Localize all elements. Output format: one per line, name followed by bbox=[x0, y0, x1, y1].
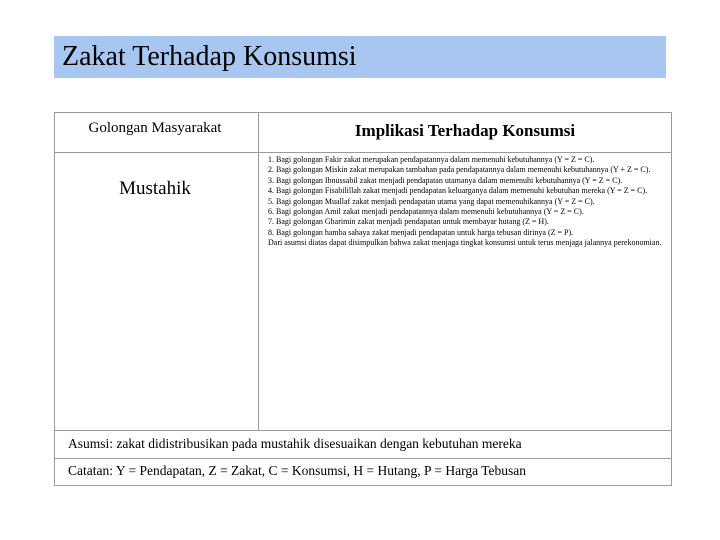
slide-title: Zakat Terhadap Konsumsi bbox=[62, 41, 357, 72]
catatan-text: Catatan: Y = Pendapatan, Z = Zakat, C = Konsumsi, H = Hutang, P = Harga Tebusan bbox=[68, 463, 527, 478]
asumsi-divider bbox=[54, 430, 672, 431]
list-item: 7. Bagi golongan Gharimin zakat menjadi pendapatan untuk membayar hutang (Z = H). bbox=[268, 217, 549, 227]
list-item: 3. Bagi golongan Ibnussabil zakat menjadi pendapatan utamanya dalam memenuhi kebutuhannya (Y = Z = C). bbox=[268, 175, 623, 185]
column-divider bbox=[258, 112, 259, 430]
list-item: 2. Bagi golongan Miskin zakat merupakan tambahan pada pendapatannya dalam memenuhi kebutuhannya (Y + Z = C). bbox=[268, 165, 651, 175]
list-item: 6. Bagi golongan Amil zakat menjadi pendapatannya dalam memenuhi kebutuhannya (Y = Z = C). bbox=[268, 207, 584, 217]
list-item: 8. Bagi golongan hamba sahaya zakat menjadi pendapatan untuk harga tebusan dirinya (Z = P). bbox=[268, 227, 574, 237]
list-item: 4. Bagi golongan Fisabilillah zakat menjadi pendapatan keluarganya dalam memenuhi kebutuhan mereka (Y = Z = C). bbox=[268, 186, 648, 196]
asumsi-text: Asumsi: zakat didistribusikan pada mustahik disesuaikan dengan kebutuhan mereka bbox=[68, 436, 522, 451]
col-header-implikasi: Implikasi Terhadap Konsumsi bbox=[354, 121, 576, 140]
col-header-golongan: Golongan Masyarakat bbox=[88, 120, 222, 136]
list-item: Dari asumsi diatas dapat disimpulkan bahwa zakat menjaga tingkat konsumsi untuk terus menjaga jalannya perekonomian. bbox=[268, 238, 662, 248]
implication-list bbox=[268, 155, 664, 249]
header-divider bbox=[54, 152, 672, 153]
list-item: 1. Bagi golongan Fakir zakat merupakan pendapatannya dalam memenuhi kebutuhannya (Y = Z = C). bbox=[268, 155, 595, 164]
title-bar bbox=[54, 36, 666, 78]
catatan-divider bbox=[54, 458, 672, 459]
list-item: 5. Bagi golongan Muallaf zakat menjadi pendapatan utama yang dapat memenuhikannya (Y = Z = C). bbox=[268, 196, 595, 206]
group-mustahik: Mustahik bbox=[119, 178, 191, 199]
